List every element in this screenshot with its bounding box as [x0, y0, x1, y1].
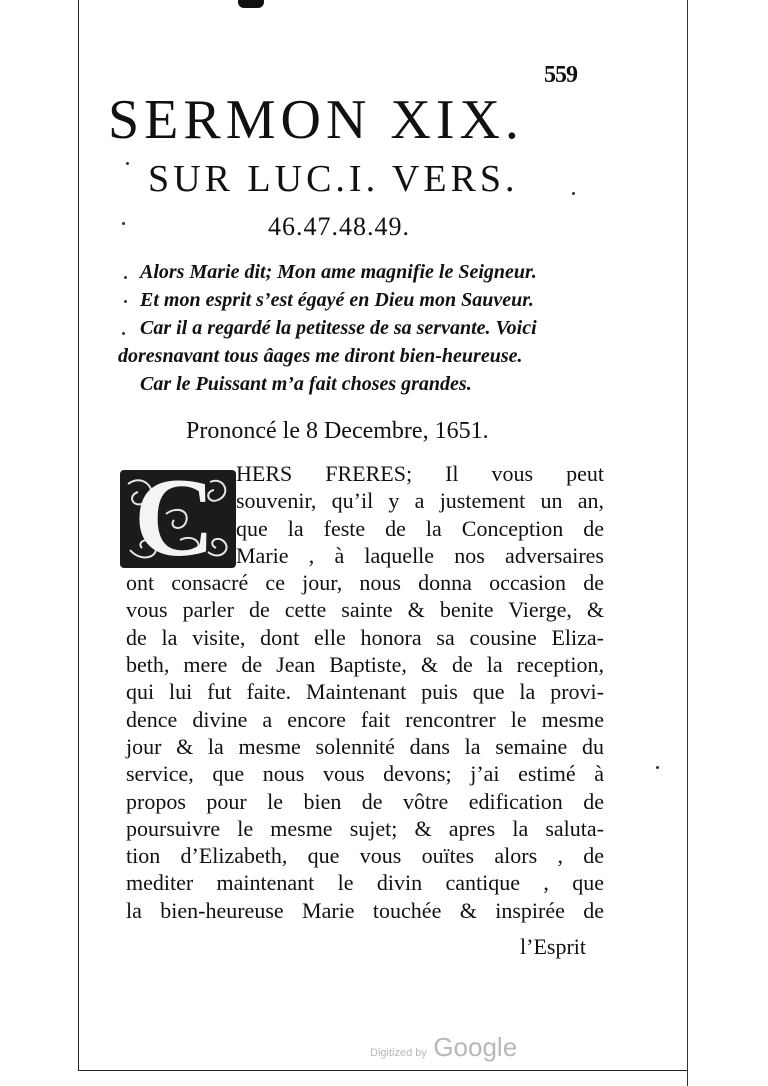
body-line: ont consacré ce jour, nous donna occasion de: [126, 570, 604, 596]
sermon-subtitle: SUR LUC.I. VERS.: [148, 158, 519, 200]
catchword: l’Esprit: [520, 934, 586, 959]
body-line: qui lui fut faite. Maintenant puis que la provi-: [126, 679, 604, 705]
drop-cap-letter: C: [134, 470, 215, 568]
sermon-body: [126, 460, 604, 924]
sermon-title: SERMON XIX.: [108, 89, 524, 151]
epigraph-line: Car le Puissant m’a fait choses grandes.: [140, 373, 472, 395]
body-line: la bien-heureuse Marie touchée & inspirée de: [126, 897, 604, 923]
epigraph-line: Alors Marie dit; Mon ame magnifie le Seigneur.: [140, 261, 537, 283]
scan-speck: [572, 192, 575, 195]
pronounced-date: Prononcé le 8 Decembre, 1651.: [186, 418, 489, 444]
epigraph-line: doresnavant tous âages me diront bien-heureuse.: [118, 345, 523, 367]
scan-corner-mark: [238, 0, 264, 8]
body-line: dence divine a encore fait rencontrer le mesme: [126, 706, 604, 732]
body-line: mediter maintenant le divin cantique , que: [126, 870, 604, 896]
body-line: tion d’Elizabeth, que vous ouïtes alors , de: [126, 843, 604, 869]
body-line: vous parler de cette sainte & benite Vierge, &: [126, 597, 604, 623]
body-line: que la feste de la Conception de: [236, 515, 604, 541]
scan-frame-bottom: [78, 1070, 688, 1071]
scripture-epigraph: [118, 258, 588, 398]
body-line: service, que nous vous devons; j’ai estimé à: [126, 761, 604, 787]
body-line: beth, mere de Jean Baptiste, & de la reception,: [126, 652, 604, 678]
epigraph-line: Car il a regardé la petitesse de sa servante. Voici: [140, 317, 537, 339]
body-line: de la visite, dont elle honora sa cousine Eliza-: [126, 624, 604, 650]
body-line: souvenir, qu’il y a justement un an,: [236, 488, 604, 514]
sermon-verses: 46.47.48.49.: [268, 212, 410, 241]
digitized-watermark: [370, 1032, 517, 1063]
scan-frame-left: [78, 0, 79, 1070]
body-line: Marie , à laquelle nos adversaires: [236, 542, 604, 568]
scan-frame-right: [687, 0, 688, 1086]
body-line: HERS FRERES; Il vous peut: [236, 461, 604, 486]
scan-speck: [656, 766, 659, 769]
body-line: poursuivre le mesme sujet; & apres la saluta-: [126, 815, 604, 841]
page-number: 559: [544, 62, 577, 88]
scan-speck: [126, 162, 129, 165]
body-line: jour & la mesme solennité dans la semaine du: [126, 733, 604, 759]
epigraph-line: Et mon esprit s’est égayé en Dieu mon Sauveur.: [140, 289, 534, 311]
watermark-brand: Google: [433, 1032, 518, 1062]
watermark-prefix: Digitized by: [370, 1047, 427, 1059]
scan-speck: [122, 222, 125, 225]
body-line: propos pour le bien de vôtre edification de: [126, 788, 604, 814]
